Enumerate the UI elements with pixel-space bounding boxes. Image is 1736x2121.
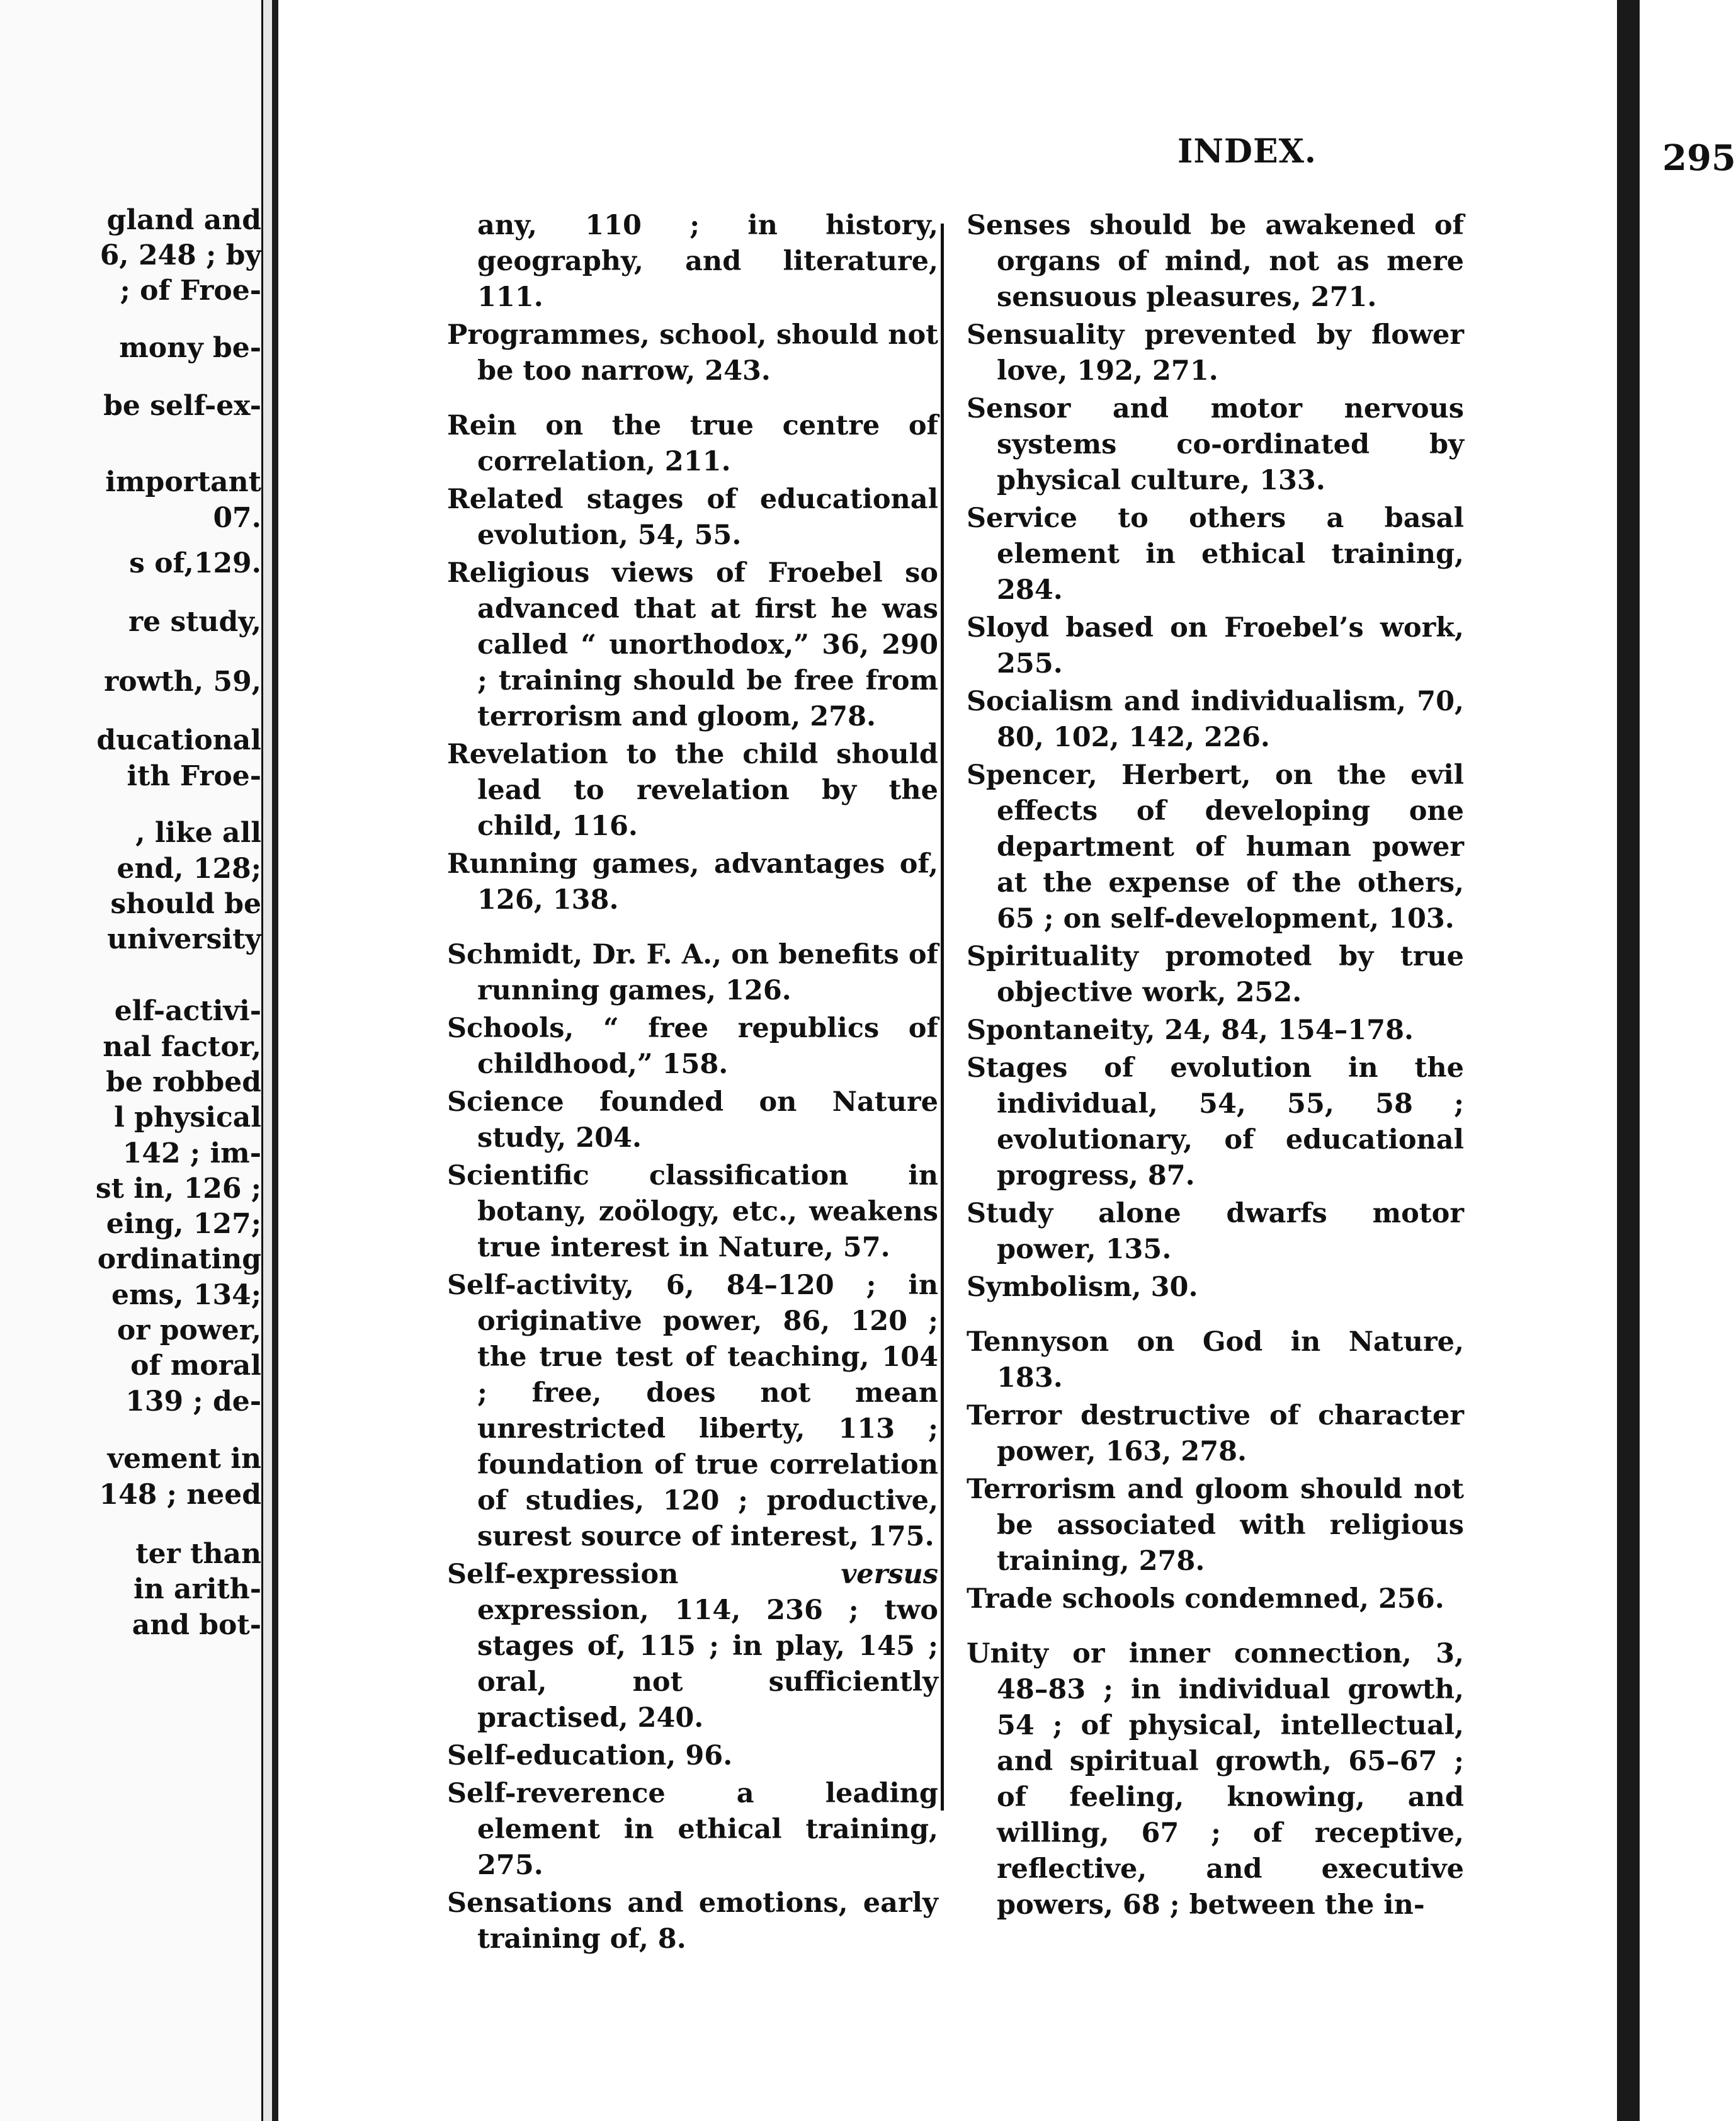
- gutter-shadow: [272, 0, 278, 2121]
- facing-page-line: , like all: [135, 817, 261, 849]
- index-entry: Self-expression versus expression, 114, 236 ; two stages of, 115 ; in play, 145 ; oral, not sufficiently practised, 240.: [447, 1559, 938, 1734]
- index-entry: Related stages of educational evolution, 54, 55.: [447, 484, 938, 551]
- facing-page-line: end, 128;: [116, 853, 261, 885]
- index-entry: any, 110 ; in history, geography, and literature, 111.: [477, 210, 938, 313]
- index-entry: Terrorism and gloom should not be associated with religious training, 278.: [967, 1474, 1464, 1577]
- scan-edge: [1617, 0, 1640, 2121]
- running-head: INDEX.: [1177, 132, 1317, 171]
- index-entry: Rein on the true centre of correlation, 211.: [447, 410, 938, 477]
- facing-page-line: nal factor,: [103, 1031, 261, 1063]
- index-entry: Senses should be awakened of organs of mind, not as mere sensuous pleasures, 271.: [967, 210, 1464, 313]
- facing-page-line: mony be-: [119, 332, 261, 364]
- facing-page-line: ter than: [135, 1538, 261, 1570]
- index-entry: Scientific classification in botany, zoölogy, etc., weakens true interest in Nature, 57.: [447, 1160, 938, 1263]
- facing-page-line: vement in: [107, 1443, 261, 1475]
- facing-page-line: ; of Froe-: [120, 275, 261, 307]
- facing-page-line: eing, 127;: [106, 1208, 261, 1240]
- gutter: [263, 0, 272, 2121]
- facing-page-line: ith Froe-: [127, 760, 261, 792]
- facing-page-line: in arith-: [133, 1573, 261, 1605]
- facing-page-line: st in, 126 ;: [95, 1173, 261, 1205]
- index-entry: Self-reverence a leading element in ethical training, 275.: [447, 1778, 938, 1881]
- column-divider: [941, 224, 944, 1811]
- facing-page-line: 148 ; need: [99, 1479, 261, 1511]
- index-entry: Self-activity, 6, 84–120 ; in originative power, 86, 120 ; the true test of teaching, 104 ; free, does not mean unrestricted liberty, 113 ; foundation of true correlation of studies, 120 ; productive, surest source of interest, 175.: [447, 1270, 938, 1552]
- index-entry: Religious views of Froebel so advanced that at first he was called “ unorthodox,” 36, 290 ; training should be free from terrorism and gloom, 278.: [447, 557, 938, 732]
- index-entry: Sloyd based on Froebel’s work, 255.: [967, 612, 1464, 680]
- facing-page-line: ems, 134;: [111, 1279, 261, 1311]
- facing-page-line: gland and: [106, 204, 261, 236]
- index-entry: Socialism and individualism, 70, 80, 102, 142, 226.: [967, 686, 1464, 753]
- index-entry: Spirituality promoted by true objective work, 252.: [967, 941, 1464, 1008]
- index-column-right: [967, 208, 1464, 1925]
- facing-page-line: or power,: [116, 1314, 261, 1346]
- index-entry: Sensations and emotions, early training of, 8.: [447, 1887, 938, 1955]
- facing-page-line: l physical: [114, 1101, 261, 1134]
- index-entry: Service to others a basal element in ethical training, 284.: [967, 503, 1464, 606]
- index-entry: Spontaneity, 24, 84, 154–178.: [967, 1015, 1414, 1046]
- index-entry: Spencer, Herbert, on the evil effects of developing one department of human power at the expense of the others, 65 ; on self-development, 103.: [967, 759, 1464, 935]
- index-entry: Unity or inner connection, 3, 48–83 ; in individual growth, 54 ; of physical, intellectual, and spiritual growth, 65–67 ; of feeling, knowing, and willing, 67 ; of receptive, reflective, and executive powers, 68 ; between the in-: [967, 1638, 1464, 1921]
- facing-page-line: ordinating: [97, 1243, 261, 1275]
- index-entry: Sensor and motor nervous systems co-ordinated by physical culture, 133.: [967, 393, 1464, 496]
- index-column-left: [447, 208, 938, 1959]
- index-entry: Symbolism, 30.: [967, 1271, 1198, 1303]
- index-entry: Stages of evolution in the individual, 54, 55, 58 ; evolutionary, of educational progress, 87.: [967, 1052, 1464, 1191]
- facing-page-line: be robbed: [106, 1066, 261, 1098]
- facing-page-line: university: [107, 923, 261, 955]
- facing-page-line: 6, 248 ; by: [99, 239, 261, 271]
- facing-page-line: ducational: [96, 724, 261, 756]
- index-entry: Schools, “ free republics of childhood,” 158.: [447, 1013, 938, 1080]
- facing-page-line: should be: [110, 888, 261, 920]
- facing-page-line: 07.: [213, 502, 261, 534]
- index-entry: Trade schools condemned, 256.: [967, 1583, 1444, 1615]
- facing-page-line: be self-ex-: [103, 390, 261, 422]
- index-entry: Revelation to the child should lead to revelation by the child, 116.: [447, 739, 938, 842]
- facing-page-fragment: [0, 0, 261, 2121]
- facing-page-line: and bot-: [132, 1609, 261, 1641]
- index-entry: Running games, advantages of, 126, 138.: [447, 848, 938, 916]
- index-entry: Schmidt, Dr. F. A., on benefits of running games, 126.: [447, 939, 938, 1006]
- index-entry: Tennyson on God in Nature, 183.: [967, 1326, 1464, 1394]
- facing-page-line: of moral: [130, 1350, 261, 1382]
- facing-page-line: 142 ; im-: [122, 1137, 261, 1169]
- facing-page-line: elf-activi-: [114, 995, 261, 1027]
- index-entry: Programmes, school, should not be too narrow, 243.: [447, 319, 938, 387]
- page-number: 295: [1662, 137, 1736, 179]
- index-entry: Sensuality prevented by flower love, 192, 271.: [967, 319, 1464, 387]
- facing-page-line: s of,129.: [129, 547, 261, 579]
- index-entry: Self-education, 96.: [447, 1740, 733, 1771]
- index-entry: Terror destructive of character power, 163, 278.: [967, 1400, 1464, 1467]
- facing-page-line: 139 ; de-: [125, 1385, 261, 1418]
- facing-page-line: rowth, 59,: [104, 666, 261, 698]
- facing-page-line: re study,: [128, 606, 261, 638]
- index-entry: Study alone dwarfs motor power, 135.: [967, 1198, 1464, 1265]
- index-entry: Science founded on Nature study, 204.: [447, 1086, 938, 1154]
- facing-page-line: important: [105, 466, 261, 498]
